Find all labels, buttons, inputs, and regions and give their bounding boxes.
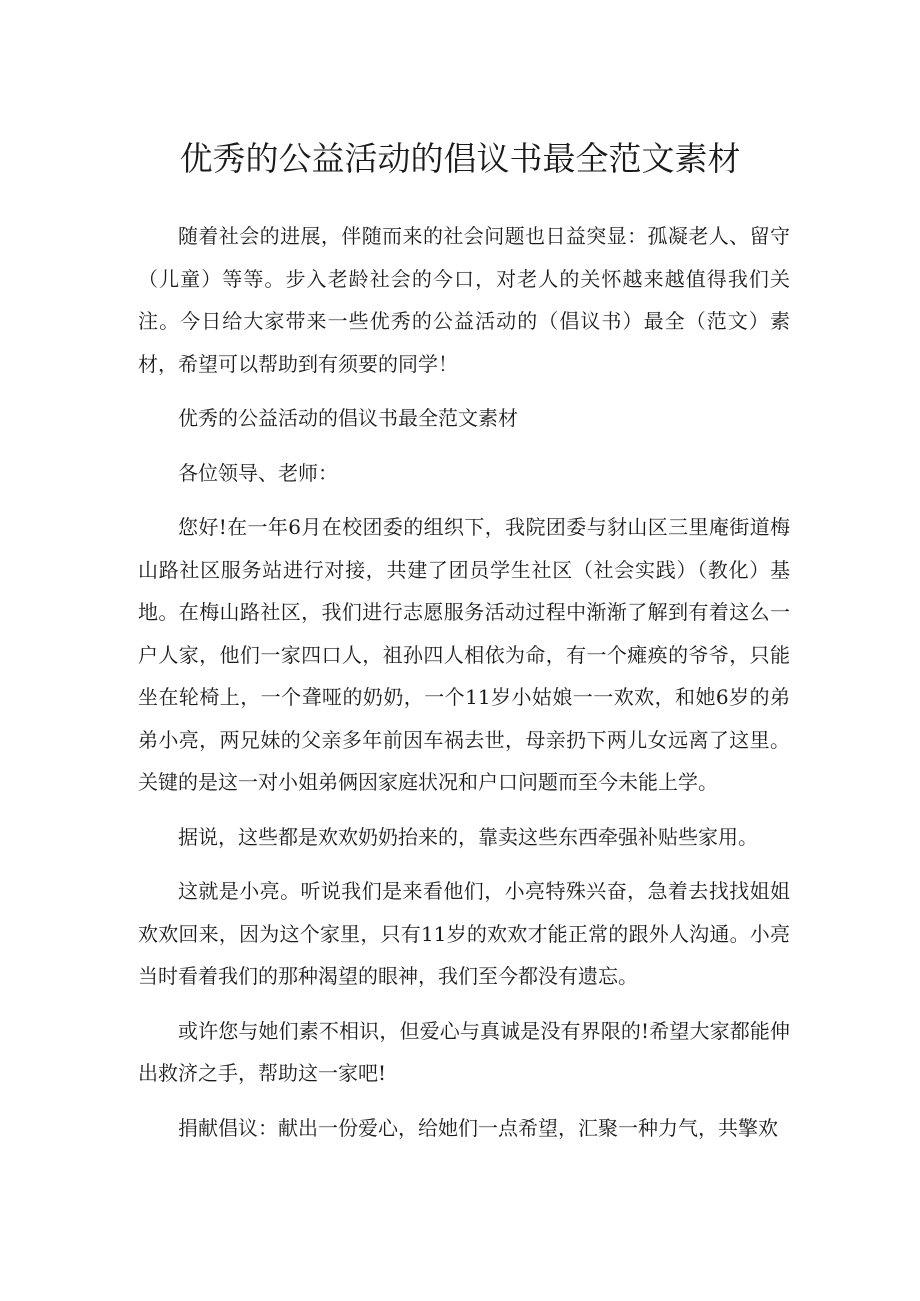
paragraph-hearsay: 据说，这些都是欢欢奶奶抬来的，靠卖这些东西牵强补贴些家用。 [178, 824, 758, 849]
paragraph-xiaoliang: 这就是小亮。听说我们是来看他们，小亮特殊兴奋，急着去找找姐姐欢欢回来，因为这个家里，只有11岁的欢欢才能正常的跟外人沟通。小亮当时看着我们的那种渴望的眼神，我们至今都没有遗忘。 [138, 879, 790, 988]
paragraph-donation: 捐献倡议：献出一份爱心，给她们一点希望，汇聚一种力气，共擎欢 [178, 1115, 778, 1140]
paragraph-subtitle: 优秀的公益活动的倡议书最全范文素材 [178, 406, 518, 430]
paragraph-salutation: 各位领导、老师： [178, 460, 338, 485]
paragraph-appeal: 或许您与她们素不相识，但爱心与真诚是没有界限的!希望大家都能伸出救济之手，帮助这一家吧! [138, 1018, 790, 1085]
paragraph-story: 您好!在一年6月在校团委的组织下，我院团委与豺山区三里庵街道梅山路社区服务站进行对接，共建了团员学生社区（社会实践）（教化）基地。在梅山路社区，我们进行志愿服务活动过程中渐渐了解到有着这么一户人家，他们一家四口人，祖孙四人相依为命，有一个瘫痪的爷爷，只能坐在轮椅上，一个聋哑的奶奶，一个11岁小姑娘一一欢欢，和她6岁的弟弟小亮，两兄妹的父亲多年前因车祸去世，母亲扔下两儿女远离了这里。关键的是这一对小姐弟俩因家庭状况和户口问题而至今未能上学。 [138, 515, 790, 794]
document-body [138, 215, 790, 1161]
paragraph-intro: 随着社会的进展，伴随而来的社会问题也日益突显：孤凝老人、留守（儿童）等等。步入老龄社会的今口，对老人的关怀越来越值得我们关注。今日给大家带来一些优秀的公益活动的（倡议书）最全（范文）素材，希望可以帮助到有须要的同学！ [138, 224, 790, 376]
document-title: 优秀的公益活动的倡议书最全范文素材 [179, 139, 741, 178]
